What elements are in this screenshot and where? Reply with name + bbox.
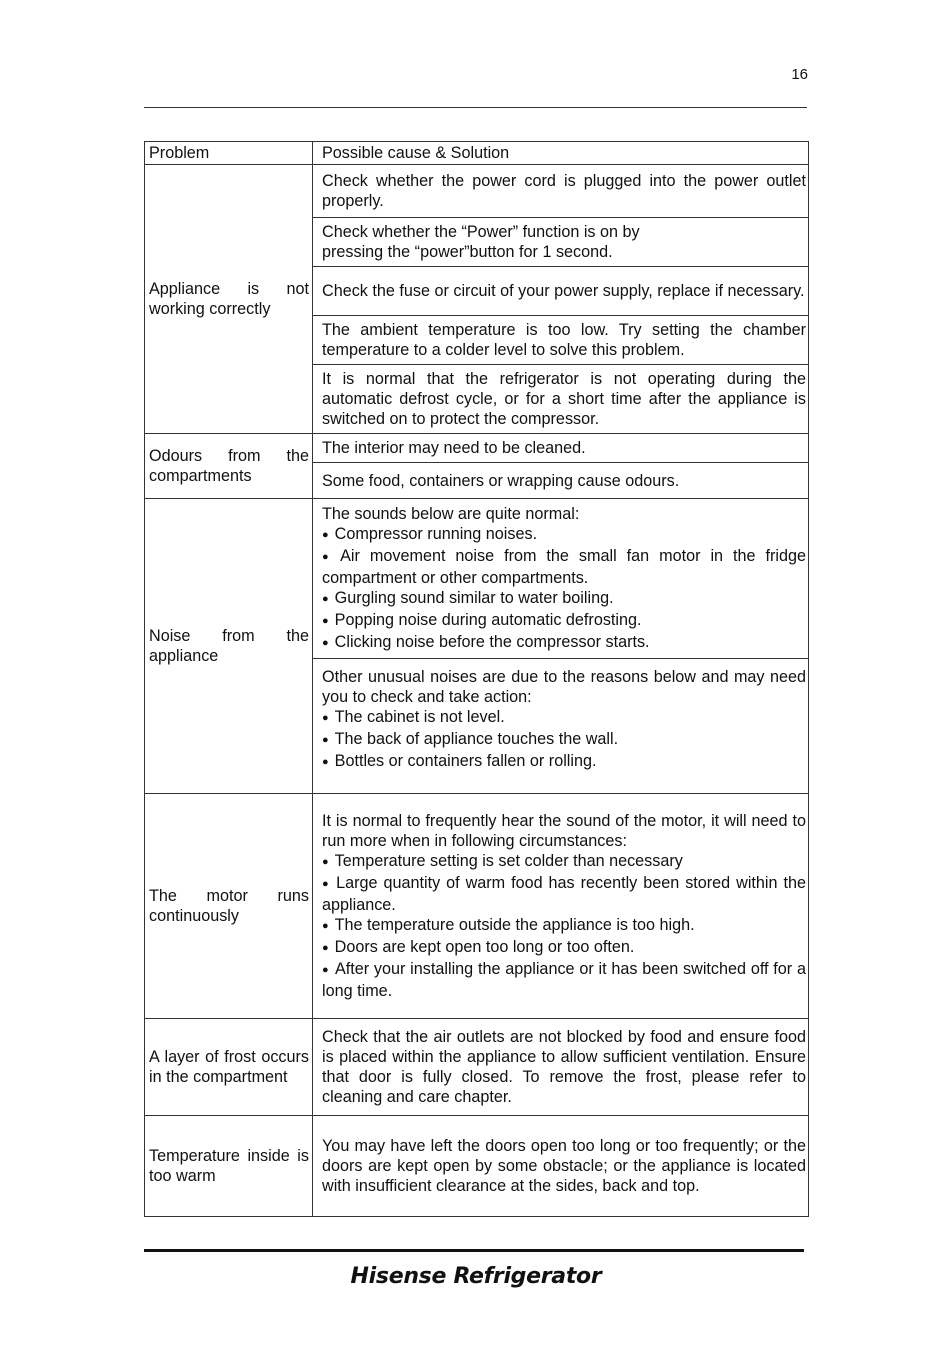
bullet-item: ● Temperature setting is set colder than necessary bbox=[322, 851, 806, 873]
table-row bbox=[145, 165, 809, 218]
problem-cell: Temperature inside is too warm bbox=[145, 1116, 313, 1217]
bullet-item: ● Clicking noise before the compressor starts. bbox=[322, 632, 806, 654]
problem-column-header: Problem bbox=[145, 142, 313, 165]
header-divider bbox=[144, 107, 807, 108]
table-row bbox=[145, 434, 809, 463]
troubleshooting-table bbox=[144, 141, 809, 1217]
solution-cell: It is normal that the refrigerator is not operating during the automatic defrost cycle, or for a short time after the appliance is switched on to protect the compressor. bbox=[313, 365, 809, 434]
solution-cell bbox=[313, 499, 809, 659]
solution-cell: Check that the air outlets are not blocked by food and ensure food is placed within the appliance to allow sufficient ventilation. Ensure that door is fully closed. To remove the frost, please refer to cleaning and care chapter. bbox=[313, 1019, 809, 1116]
bullet-item: ● Popping noise during automatic defrosting. bbox=[322, 610, 806, 632]
bullet-item: ● The cabinet is not level. bbox=[322, 707, 806, 729]
footer-divider bbox=[144, 1249, 804, 1252]
solution-cell: Check whether the power cord is plugged into the power outlet properly. bbox=[313, 165, 809, 218]
solution-cell bbox=[313, 794, 809, 1019]
solution-cell: Some food, containers or wrapping cause odours. bbox=[313, 463, 809, 499]
page-number: 16 bbox=[791, 66, 808, 83]
problem-cell: Noise from the appliance bbox=[145, 499, 313, 794]
bullet-item: ● After your installing the appliance or it has been switched off for a long time. bbox=[322, 959, 806, 1001]
solution-intro: Other unusual noises are due to the reasons below and may need you to check and take action: bbox=[322, 668, 806, 706]
bullet-item: ● Doors are kept open too long or too often. bbox=[322, 937, 806, 959]
bullet-item: ● Gurgling sound similar to water boiling. bbox=[322, 588, 806, 610]
bullet-item: ● Compressor running noises. bbox=[322, 524, 806, 546]
solution-line: pressing the “power”button for 1 second. bbox=[322, 243, 613, 261]
table-row bbox=[145, 1019, 809, 1116]
problem-cell: Odours from the compartments bbox=[145, 434, 313, 499]
solution-cell: You may have left the doors open too long or too frequently; or the doors are kept open by some obstacle; or the appliance is located with insufficient clearance at the sides, back and top. bbox=[313, 1116, 809, 1217]
solution-cell bbox=[313, 659, 809, 794]
brand-logo: Hisense Refrigerator bbox=[350, 1264, 602, 1289]
solution-cell: The ambient temperature is too low. Try setting the chamber temperature to a colder level to solve this problem. bbox=[313, 316, 809, 365]
problem-cell: Appliance is not working correctly bbox=[145, 165, 313, 434]
solution-intro: The sounds below are quite normal: bbox=[322, 505, 580, 523]
solution-cell: The interior may need to be cleaned. bbox=[313, 434, 809, 463]
bullet-item: ● The temperature outside the appliance is too high. bbox=[322, 915, 806, 937]
table-row bbox=[145, 499, 809, 659]
bullet-item: ● Air movement noise from the small fan motor in the fridge compartment or other compartments. bbox=[322, 546, 806, 588]
table-row bbox=[145, 794, 809, 1019]
solution-line: Check whether the “Power” function is on by bbox=[322, 223, 640, 241]
bullet-item: ● Bottles or containers fallen or rolling. bbox=[322, 751, 806, 773]
solution-cell bbox=[313, 218, 809, 267]
solution-cell: Check the fuse or circuit of your power supply, replace if necessary. bbox=[313, 267, 809, 316]
solution-column-header: Possible cause & Solution bbox=[313, 142, 809, 165]
problem-cell: The motor runs continuously bbox=[145, 794, 313, 1019]
problem-cell: A layer of frost occurs in the compartment bbox=[145, 1019, 313, 1116]
table-row bbox=[145, 1116, 809, 1217]
table-header-row bbox=[145, 142, 809, 165]
solution-intro: It is normal to frequently hear the sound of the motor, it will need to run more when in following circumstances: bbox=[322, 812, 806, 850]
bullet-item: ● Large quantity of warm food has recently been stored within the appliance. bbox=[322, 873, 806, 915]
bullet-item: ● The back of appliance touches the wall. bbox=[322, 729, 806, 751]
